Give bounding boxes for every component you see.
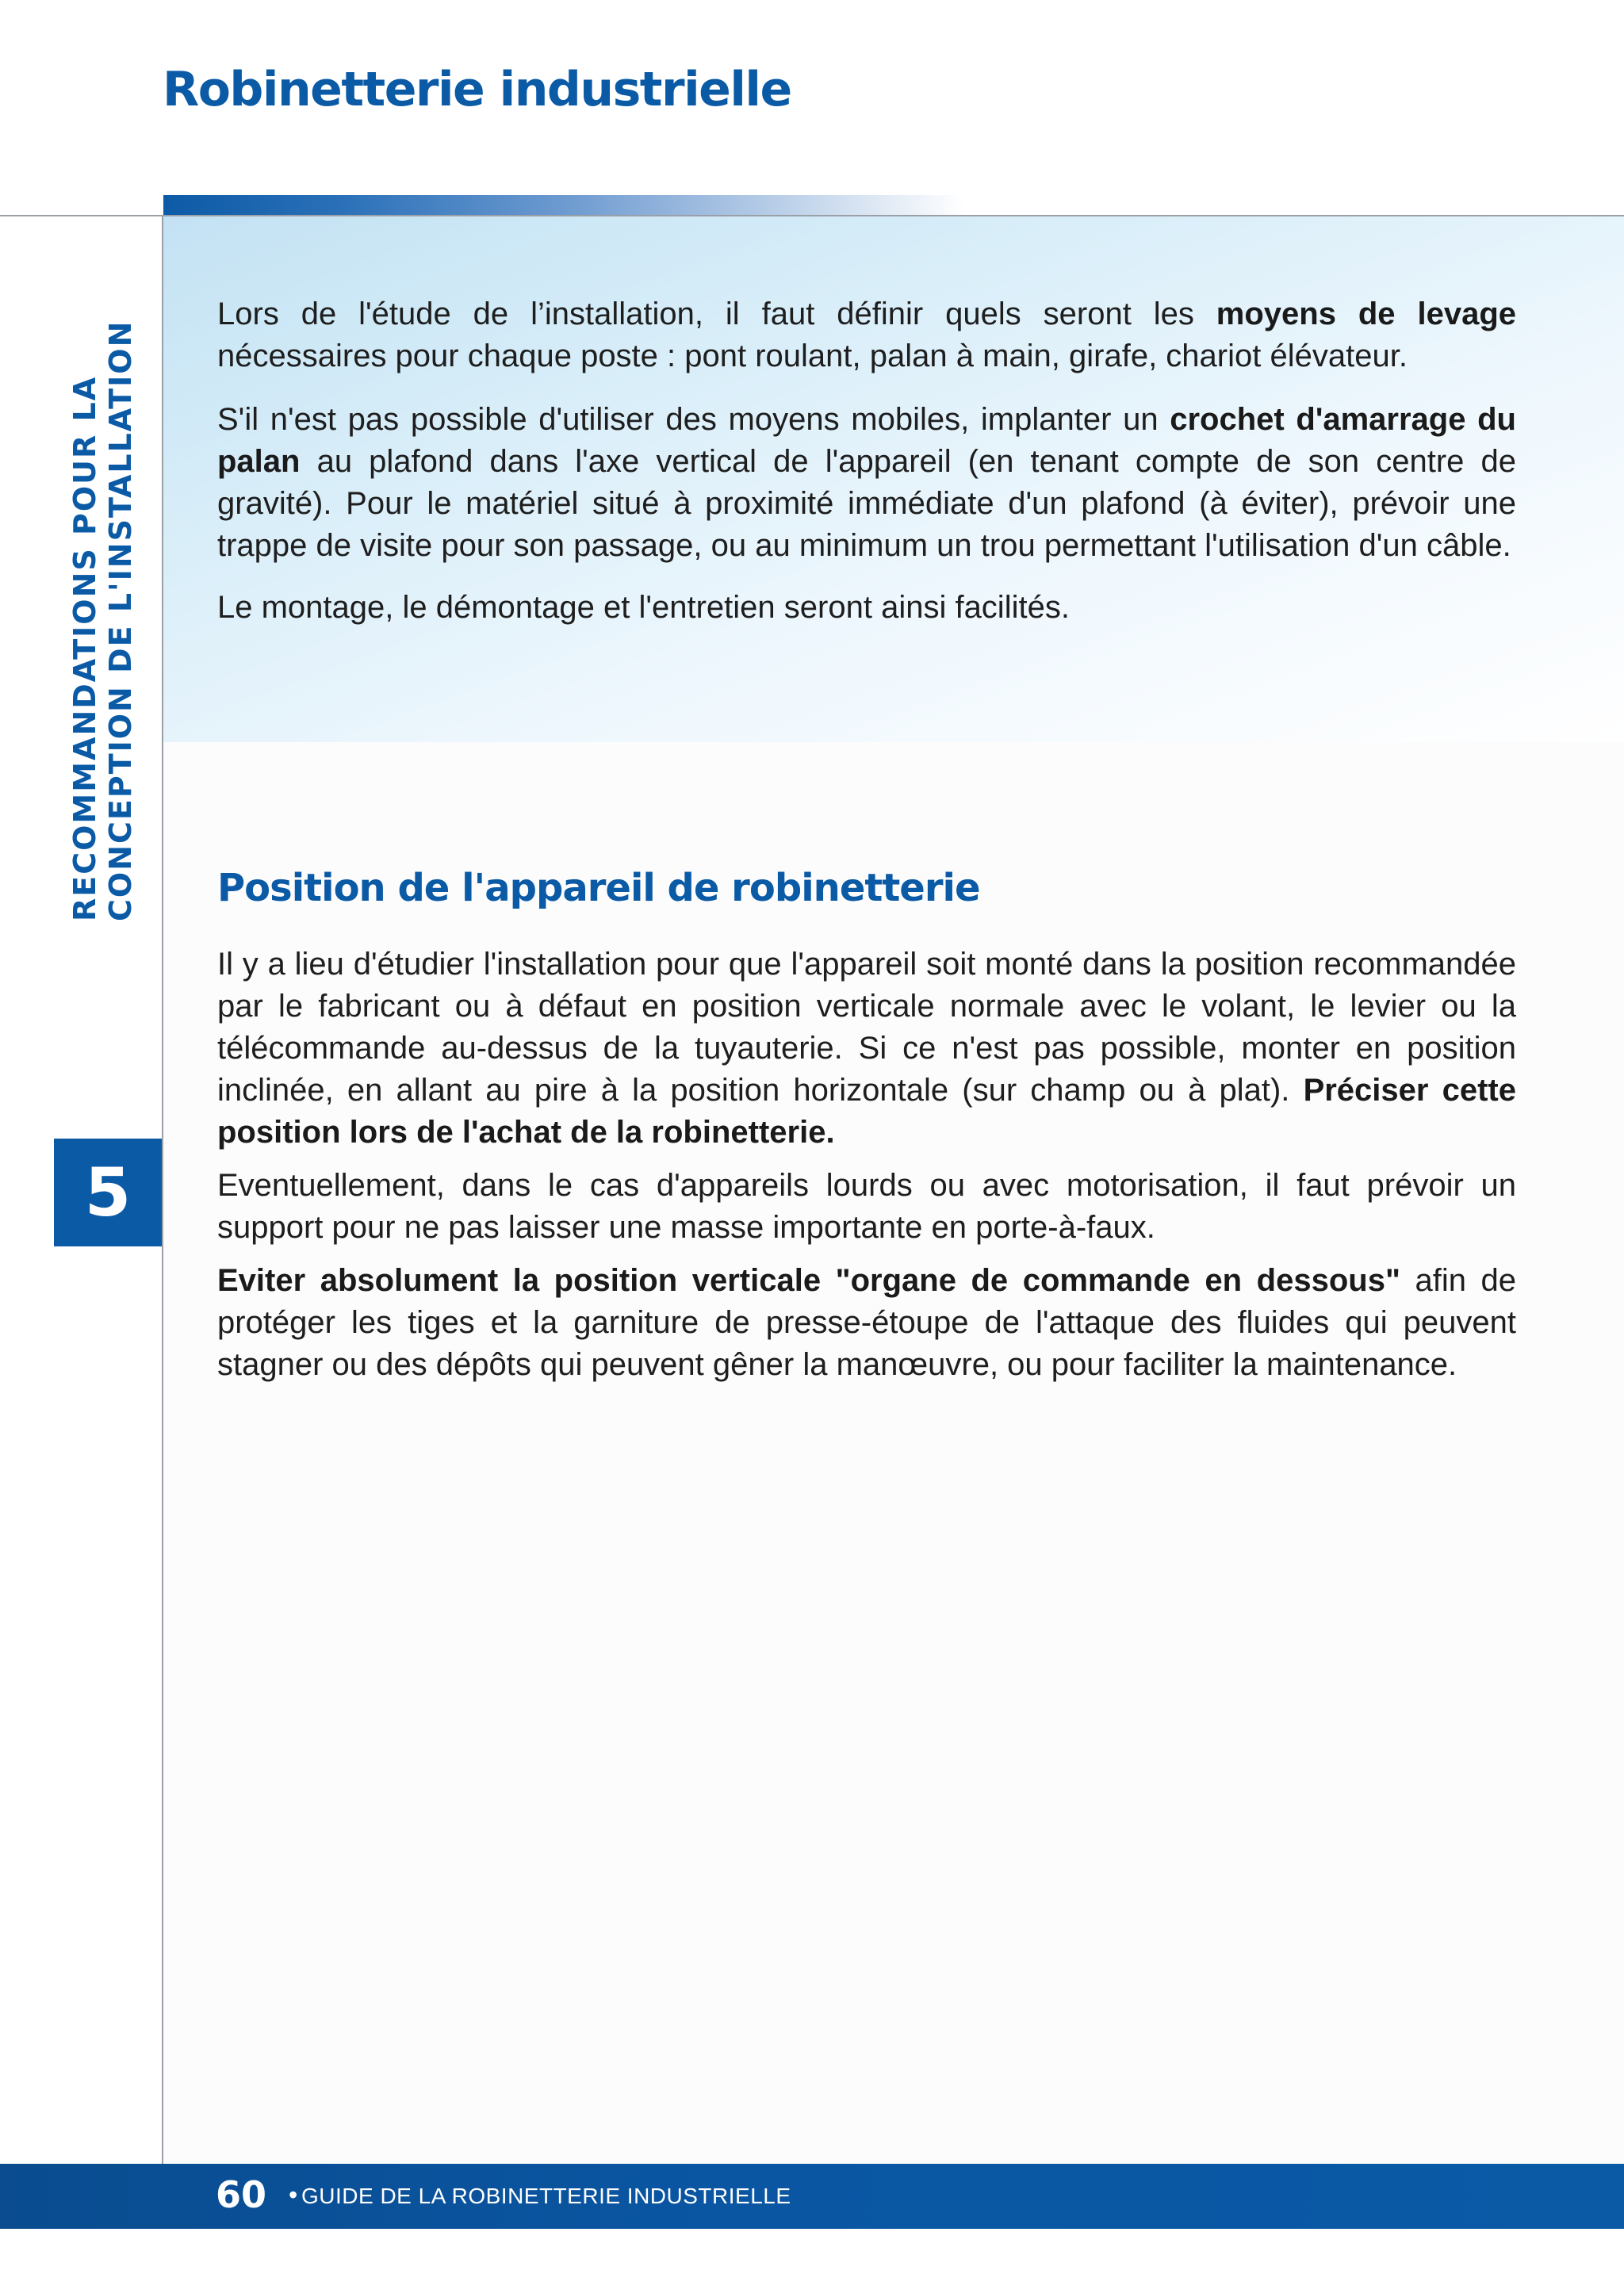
chapter-number-badge: 5 [54, 1139, 162, 1246]
section-paragraph-3: Eviter absolument la position verticale "organe de commande en dessous" afin de protéger les tiges et la garniture de presse-étoupe de l'attaque des fluides qui peuvent stagner ou des dépôts qui peuvent gêner la manœuvre, ou pour faciliter la maintenance. [217, 1263, 1517, 1382]
emphasis-eviter-position: Eviter absolument la position verticale "organe de commande en dessous" [217, 1263, 1400, 1298]
intro-text-block [217, 293, 1516, 629]
intro-paragraph-2: S'il n'est pas possible d'utiliser des moyens mobiles, implanter un crochet d'amarrage du palan au plafond dans l'axe vertical de l'appareil (en tenant compte de son centre de gravité). Pour le matériel situé à proximité immédiate d'un plafond (à éviter), prévoir une trappe de visite pour son passage, ou au minimum un trou permettant l'utilisation d'un câble. [217, 402, 1516, 563]
emphasis-preciser-position: Préciser cette position lors de l'achat de la robinetterie. [217, 1073, 1516, 1150]
chapter-side-label [67, 208, 139, 921]
margin-divider-line [162, 215, 163, 2164]
section-heading: Position de l'appareil de robinetterie [217, 866, 980, 910]
section-paragraph-1: Il y a lieu d'étudier l'installation pour que l'appareil soit monté dans la position recommandée par le fabricant ou à défaut en position verticale normale avec le volant, le levier ou la télécommande au-dessus de la tuyauterie. Si ce n'est pas possible, monter en position inclinée, en allant au pire à la position horizontale (sur champ ou à plat). Préciser cette position lors de l'achat de la robinetterie. [217, 947, 1516, 1150]
page-title: Robinetterie industrielle [163, 62, 791, 117]
emphasis-moyens-de-levage: moyens de levage [1216, 297, 1517, 331]
section-paragraph-2: Eventuellement, dans le cas d'appareils lourds ou avec motorisation, il faut prévoir un support pour ne pas laisser une masse importante en porte-à-faux. [217, 1168, 1516, 1245]
chapter-side-label-line1: RECOMMANDATIONS POUR LA [67, 375, 102, 921]
footer-guide-title: GUIDE DE LA ROBINETTERIE INDUSTRIELLE [301, 2184, 791, 2208]
emphasis-crochet-amarrage: crochet d'amarrage du palan [217, 402, 1516, 479]
footer-separator: • [289, 2180, 298, 2209]
header-gradient-bar [163, 195, 964, 216]
header-divider-line [0, 215, 1624, 216]
intro-paragraph-1: Lors de l'étude de l’installation, il faut définir quels seront les moyens de levage nécessaires pour chaque poste : pont roulant, palan à main, girafe, chariot élévateur. [217, 297, 1517, 373]
chapter-side-label-line2: CONCEPTION DE L'INSTALLATION [103, 320, 138, 921]
intro-paragraph-3: Le montage, le démontage et l'entretien seront ainsi facilités. [217, 590, 1070, 625]
page-number: 60 [216, 2173, 267, 2216]
section-text-block [217, 944, 1516, 1386]
